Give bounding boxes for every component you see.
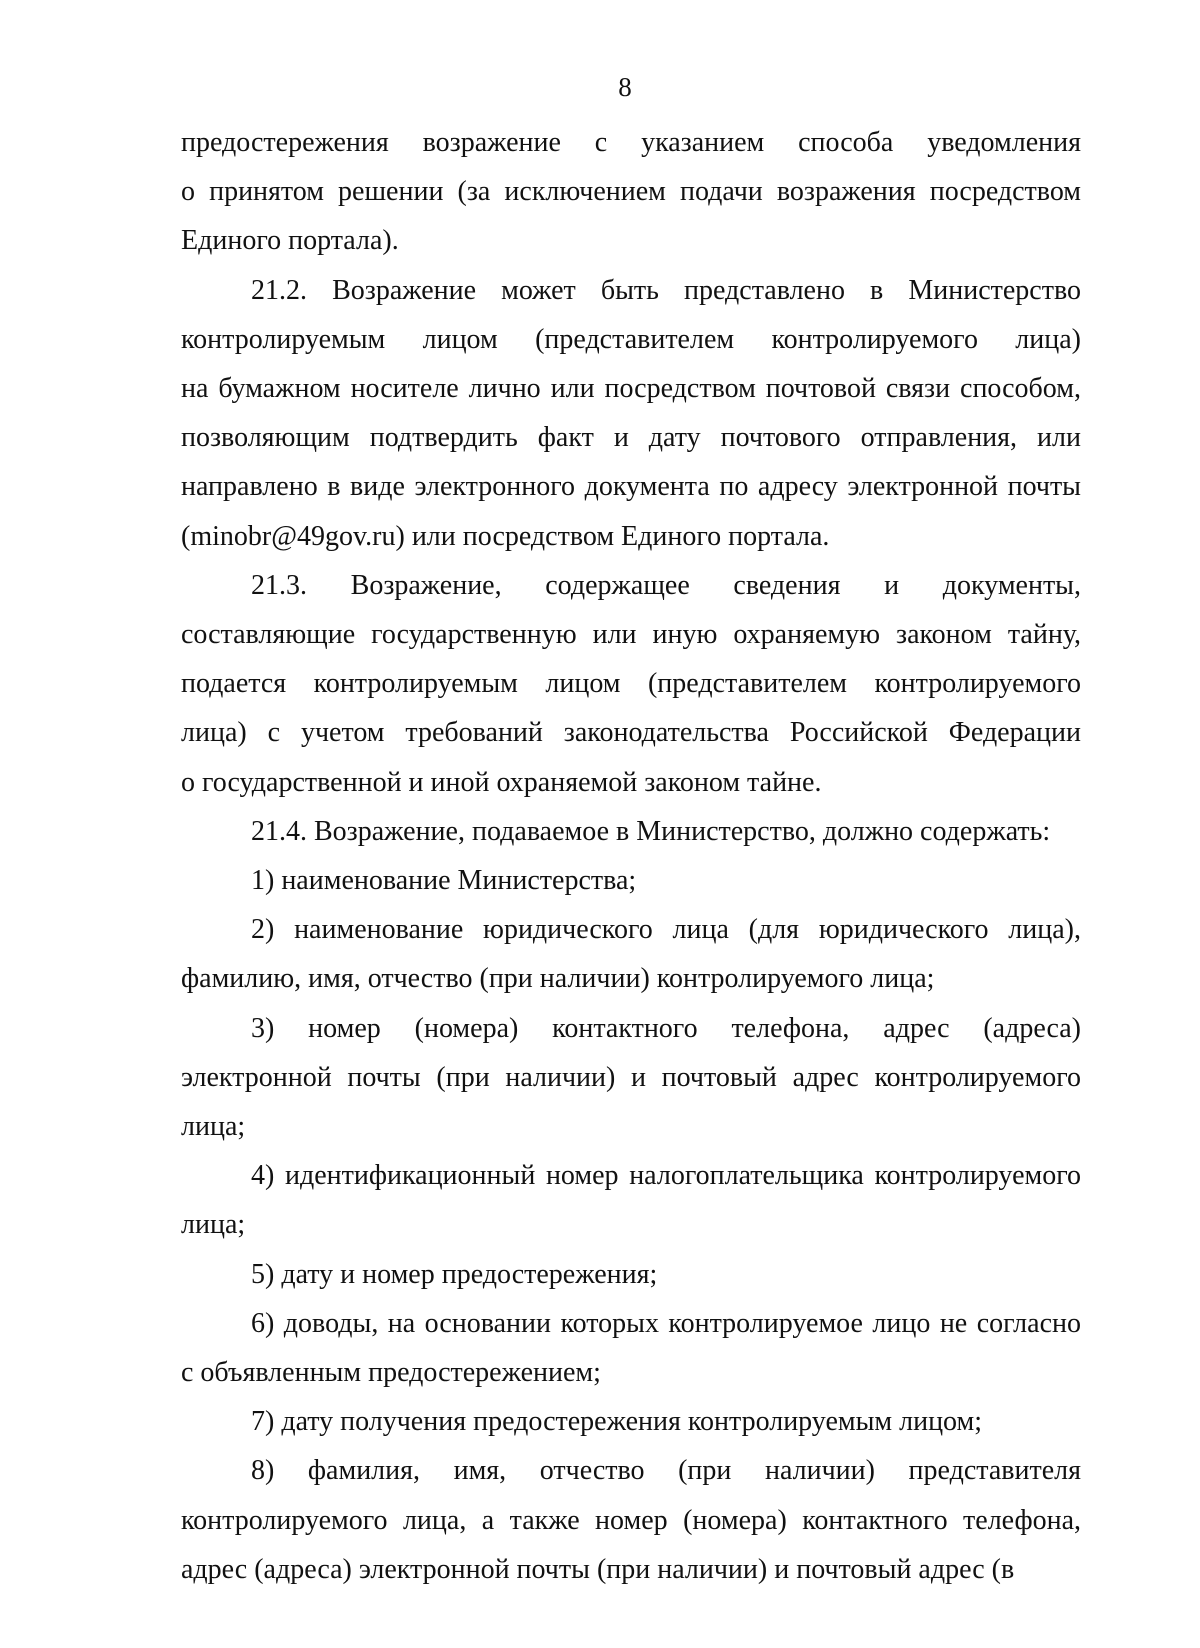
document-body bbox=[181, 118, 1081, 1594]
text-line: контролируемым лицом (представителем контролируемого лица) bbox=[181, 323, 1081, 355]
text-line: 4) идентификационный номер налогоплательщика контролируемого bbox=[251, 1160, 1081, 1192]
text-line: 2) наименование юридического лица (для юридического лица), bbox=[251, 914, 1081, 946]
text-line: 6) доводы, на основании которых контролируемое лицо не согласно bbox=[251, 1307, 1081, 1339]
text-line: о государственной и иной охраняемой законом тайне. bbox=[181, 766, 822, 798]
paragraph-item-2 bbox=[181, 905, 1081, 1003]
text-line: позволяющим подтвердить факт и дату почтового отправления, или bbox=[181, 422, 1081, 454]
paragraph-item-3 bbox=[181, 1004, 1081, 1152]
text-line: 21.4. Возражение, подаваемое в Министерство, должно содержать: bbox=[251, 815, 1051, 847]
text-line: направлено в виде электронного документа по адресу электронной почты bbox=[181, 471, 1081, 503]
text-line: лица; bbox=[181, 1209, 246, 1241]
text-line: адрес (адреса) электронной почты (при наличии) и почтовый адрес (в bbox=[181, 1553, 1015, 1585]
paragraph-p-continuation bbox=[181, 118, 1081, 266]
text-line: подается контролируемым лицом (представителем контролируемого bbox=[181, 668, 1081, 700]
text-line: контролируемого лица, а также номер (номера) контактного телефона, bbox=[181, 1504, 1081, 1536]
text-line: 1) наименование Министерства; bbox=[251, 865, 637, 897]
text-line: предостережения возражение с указанием способа уведомления bbox=[181, 127, 1081, 158]
text-line: Единого портала). bbox=[181, 225, 399, 257]
text-line: 21.3. Возражение, содержащее сведения и документы, bbox=[251, 569, 1081, 601]
text-line: о принятом решении (за исключением подачи возражения посредством bbox=[181, 176, 1081, 208]
text-line: лица) с учетом требований законодательства Российской Федерации bbox=[181, 717, 1081, 749]
text-line: 8) фамилия, имя, отчество (при наличии) представителя bbox=[251, 1455, 1081, 1487]
text-line: 21.2. Возражение может быть представлено в Министерство bbox=[251, 274, 1081, 306]
paragraph-item-1 bbox=[181, 856, 1081, 905]
paragraph-item-4 bbox=[181, 1151, 1081, 1249]
text-line: лица; bbox=[181, 1111, 246, 1143]
page-number: 8 bbox=[618, 72, 632, 102]
text-line: с объявленным предостережением; bbox=[181, 1357, 601, 1389]
text-line: на бумажном носителе лично или посредством почтовой связи способом, bbox=[181, 373, 1081, 405]
text-line: 3) номер (номера) контактного телефона, адрес (адреса) bbox=[251, 1012, 1081, 1044]
paragraph-item-6 bbox=[181, 1299, 1081, 1397]
paragraph-p-21-4 bbox=[181, 807, 1081, 856]
paragraph-item-7 bbox=[181, 1397, 1081, 1446]
text-line: (minobr@49gov.ru) или посредством Единого портала. bbox=[181, 520, 830, 552]
paragraph-item-5 bbox=[181, 1250, 1081, 1299]
text-line: 7) дату получения предостережения контролируемым лицом; bbox=[251, 1406, 983, 1438]
text-line: составляющие государственную или иную охраняемую законом тайну, bbox=[181, 619, 1081, 651]
text-line: электронной почты (при наличии) и почтовый адрес контролируемого bbox=[181, 1061, 1081, 1093]
text-line: 5) дату и номер предостережения; bbox=[251, 1258, 658, 1290]
paragraph-p-21-2 bbox=[181, 266, 1081, 561]
paragraph-p-21-3 bbox=[181, 561, 1081, 807]
paragraph-item-8 bbox=[181, 1446, 1081, 1594]
text-line: фамилию, имя, отчество (при наличии) контролируемого лица; bbox=[181, 963, 935, 995]
